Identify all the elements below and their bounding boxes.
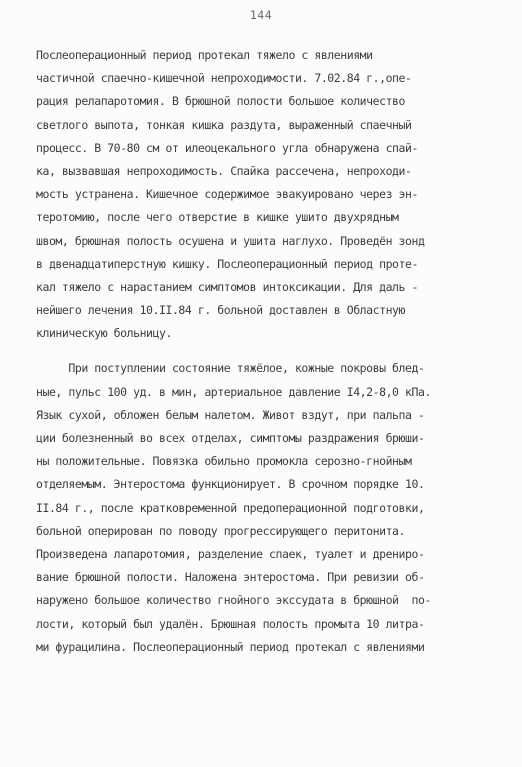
text-line: частичной спаечно-кишечной непроходимости. 7.02.84 г.,опе- [36,71,412,86]
text-line: лости, который был удалён. Брюшная полость промыта 10 литра- [36,616,425,631]
text-line: вание брюшной полости. Наложена энтеростома. При ревизии об- [36,570,425,585]
text-line: Послеоперационный период протекал тяжело с явлениями [36,48,373,62]
paragraph-2 [36,357,488,658]
text-line: рация релапаротомия. В брюшной полости большое количество [36,94,405,109]
text-line: мость устранена. Кишечное содержимое эвакуировано через эн- [36,187,418,202]
text-line: При поступлении состояние тяжёлое, кожные покровы блед- [36,361,425,376]
text-line: наружено большое количество гнойного экссудата в брюшной по- [36,593,431,608]
page-number: 144 [249,8,273,22]
text-line: кал тяжело с нарастанием симптомов интоксикации. Для даль - [36,279,418,294]
text-line: в двенадцатиперстную кишку. Послеоперационный период проте- [36,256,418,271]
paragraph-gap [36,345,488,357]
text-line: II.84 г., после кратковременной предоперационной подготовки, [36,500,425,515]
paragraph-1 [36,44,488,345]
text-line: Язык сухой, обложен белым налетом. Живот вздут, при пальпа - [36,407,425,422]
text-line: теротомию, после чего отверстие в кишке ушито двухрядным [36,210,399,225]
text-line: ка, вызвавшая непроходимость. Спайка рассечена, непроходи- [36,163,412,178]
document-body [36,44,488,659]
text-line: нейшего лечения 10.II.84 г. больной доставлен в Областную [36,303,405,318]
text-line: больной оперирован по поводу прогрессирующего перитонита. [36,523,405,538]
text-line: ны положительные. Повязка обильно промокла серозно-гнойным [36,454,412,469]
text-line: Произведена лапаротомия, разделение спаек, туалет и дрениро- [36,546,425,561]
text-line: светлого выпота, тонкая кишка раздута, выраженный спаечный [36,117,412,132]
text-line: ции болезненный во всех отделах, симптомы раздражения брюши- [36,431,425,445]
text-line: швом, брюшная полость осушена и ушита наглухо. Проведён зонд [36,233,425,248]
text-line: ные, пульс 100 уд. в мин, артериальное давление I4,2-8,0 кПа. [36,384,431,399]
text-line: отделяемым. Энтеростома функционирует. В срочном порядке 10. [36,477,425,492]
text-line: ми фурацилина. Послеоперационный период протекал с явлениями [36,639,425,654]
text-line: клиническую больницу. [36,326,172,341]
text-line: процесс. В 70-80 см от илеоцекального угла обнаружена спай- [36,140,418,155]
